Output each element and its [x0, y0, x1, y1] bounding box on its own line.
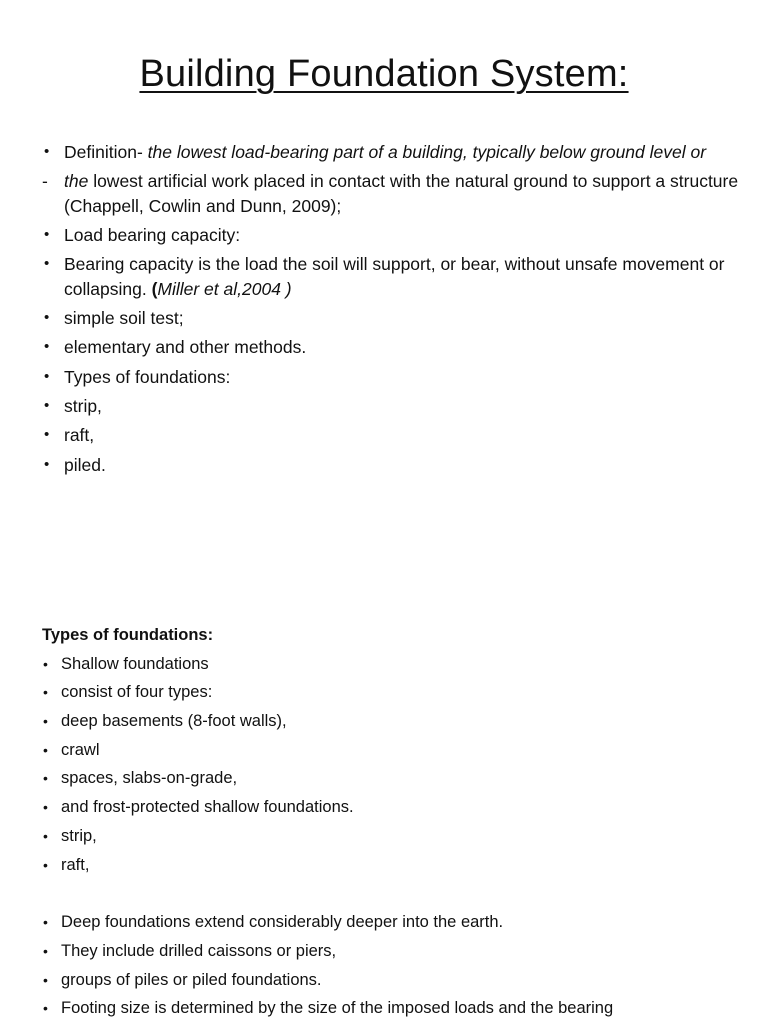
- section-heading: Types of foundations:: [42, 626, 214, 644]
- list-item: [42, 940, 742, 962]
- list-item: [42, 767, 742, 789]
- bearing-open-paren: (: [151, 278, 158, 299]
- list-item-load-bearing: [42, 223, 742, 248]
- types-section: [42, 624, 742, 1024]
- list-item: [42, 997, 742, 1019]
- bullet-icon: •: [44, 143, 50, 160]
- list-item: [42, 365, 742, 390]
- list-item: [42, 796, 742, 818]
- list-item-text: Footing size is determined by the size of the imposed loads and the bearing: [61, 999, 614, 1018]
- load-bearing-text: Load bearing capacity:: [64, 225, 241, 246]
- list-item: [42, 653, 742, 675]
- list-item: [42, 423, 742, 448]
- list-item-text: crawl: [61, 740, 100, 759]
- list-item: [42, 394, 742, 419]
- bullet-icon: •: [44, 367, 50, 385]
- list-item-text: Shallow foundations: [61, 654, 209, 673]
- bullet-icon: •: [43, 914, 48, 931]
- list-item-text: consist of four types:: [61, 683, 213, 702]
- list-item-text: deep basements (8-foot walls),: [61, 712, 287, 731]
- bullet-icon: •: [43, 799, 48, 816]
- list-item-text: and frost-protected shallow foundations.: [61, 798, 354, 817]
- list-item-definition: [42, 140, 742, 165]
- bullet-icon: •: [43, 856, 48, 873]
- list-item-text: Deep foundations extend considerably deeper into the earth.: [61, 913, 504, 932]
- bullet-icon: •: [44, 255, 50, 273]
- list-item-dash-definition: [42, 169, 742, 218]
- dash-text: lowest artificial work placed in contact with the natural ground to support a structure (Chappell, Cowlin and Dunn, 2009);: [64, 171, 739, 216]
- list-item: [42, 335, 742, 360]
- bullet-icon: •: [44, 397, 50, 415]
- bullet-icon: •: [43, 1000, 48, 1017]
- list-item-text: Types of foundations:: [64, 366, 231, 387]
- list-item: [42, 825, 742, 847]
- list-item: [42, 969, 742, 991]
- page-title: Building Foundation System:: [139, 53, 629, 95]
- list-item: [42, 854, 742, 876]
- list-item-bearing-capacity: [42, 252, 742, 301]
- bullet-icon: •: [43, 741, 48, 758]
- list-item: [42, 739, 742, 761]
- list-item-text: strip,: [64, 396, 102, 417]
- list-item-text: They include drilled caissons or piers,: [61, 941, 337, 960]
- bullet-icon: •: [44, 455, 50, 473]
- bullet-icon: •: [43, 942, 48, 959]
- bullet-icon: •: [44, 426, 50, 444]
- list-item-text: piled.: [64, 454, 106, 475]
- list-item: [42, 306, 742, 331]
- list-item: [42, 453, 742, 478]
- bullet-icon: •: [43, 770, 48, 787]
- list-item-text: groups of piles or piled foundations.: [61, 970, 322, 989]
- bullet-icon: •: [44, 338, 50, 356]
- bearing-text: Bearing capacity is the load the soil will support, or bear, without unsafe movement or collapsing.: [64, 254, 725, 299]
- dash-italic: the: [64, 171, 89, 192]
- list-item-text: raft,: [61, 855, 90, 874]
- list-item-text: strip,: [61, 826, 97, 845]
- list-item-text: spaces, slabs-on-grade,: [61, 769, 238, 788]
- bullet-icon: •: [44, 226, 50, 244]
- spacer: [42, 882, 742, 911]
- list-item: [42, 710, 742, 732]
- bullet-icon: •: [43, 713, 48, 730]
- dash-mark: -: [42, 171, 48, 192]
- bullet-icon: •: [43, 827, 48, 844]
- bearing-citation: Miller et al,2004 ): [157, 278, 292, 299]
- list-item-text: simple soil test;: [64, 308, 184, 329]
- bullet-icon: •: [44, 309, 50, 327]
- definition-italic: the lowest load-bearing part of a building, typically below ground level or: [147, 142, 707, 162]
- bullet-icon: •: [43, 971, 48, 988]
- list-item: [42, 911, 742, 933]
- list-item-text: raft,: [64, 425, 95, 446]
- definition-section: [42, 140, 742, 482]
- bullet-icon: •: [43, 655, 48, 672]
- definition-lead: Definition-: [64, 142, 148, 162]
- bullet-icon: •: [43, 684, 48, 701]
- list-item: [42, 681, 742, 703]
- list-item-text: elementary and other methods.: [64, 337, 307, 358]
